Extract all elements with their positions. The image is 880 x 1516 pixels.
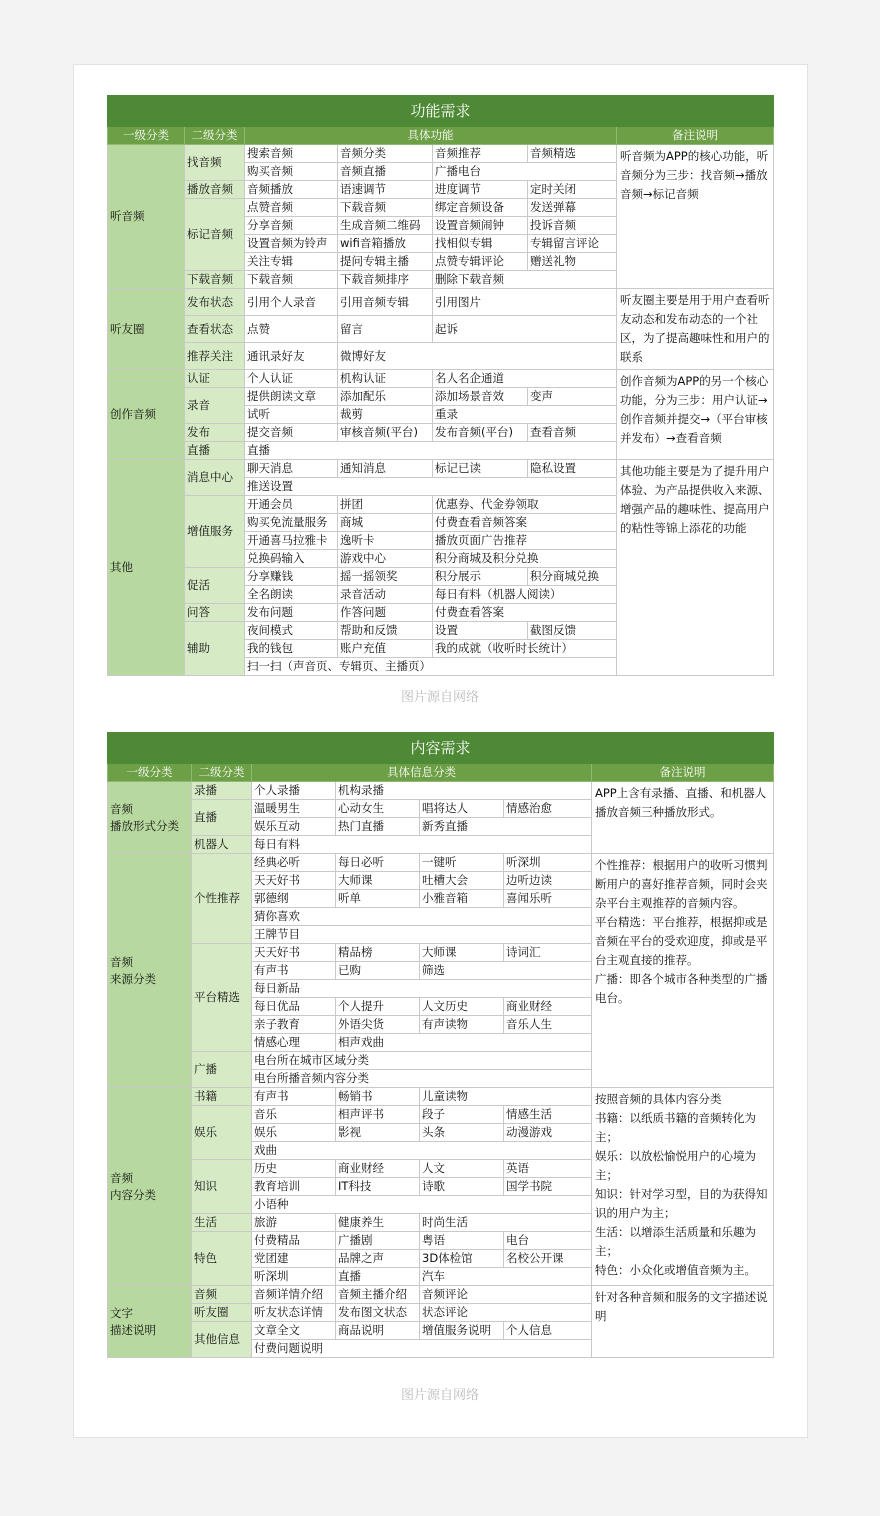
feature-cell: 边听边读	[504, 872, 592, 890]
feature-cell: 情感心理	[252, 1034, 336, 1052]
feature-cell: 优惠券、代金券领取	[433, 496, 617, 514]
feature-cell: 点赞	[245, 316, 338, 343]
category-level-2: 听友圈	[192, 1304, 252, 1322]
note-cell: 其他功能主要是为了提升用户体验、为产品提供收入来源、增强产品的趣味性、提高用户的粘性等锦上添花的功能	[617, 460, 774, 676]
feature-cell: 录音活动	[338, 586, 433, 604]
feature-cell: 商业财经	[336, 1160, 420, 1178]
feature-cell: 添加配乐	[338, 388, 433, 406]
feature-cell: 积分商城及积分兑换	[433, 550, 617, 568]
category-level-2: 娱乐	[192, 1106, 252, 1160]
feature-cell: 机构录播	[336, 782, 592, 800]
feature-cell: 段子	[420, 1106, 504, 1124]
feature-cell: 诗词汇	[504, 944, 592, 962]
feature-cell: 天天好书	[252, 944, 336, 962]
feature-cell: IT科技	[336, 1178, 420, 1196]
feature-cell: 郭德纲	[252, 890, 336, 908]
feature-cell: 发布图文状态	[336, 1304, 420, 1322]
feature-cell: 影视	[336, 1124, 420, 1142]
feature-cell: 名校公开课	[504, 1250, 592, 1268]
category-level-2: 个性推荐	[192, 854, 252, 944]
feature-cell: 发布问题	[245, 604, 338, 622]
table-row	[108, 1088, 774, 1106]
feature-cell: 开通喜马拉雅卡	[245, 532, 338, 550]
feature-cell: 付费查看音频答案	[433, 514, 617, 532]
feature-cell: 听友状态详情	[252, 1304, 336, 1322]
feature-cell: 逸听卡	[338, 532, 433, 550]
category-level-2: 机器人	[192, 836, 252, 854]
feature-cell: 个人认证	[245, 370, 338, 388]
feature-cell: 娱乐	[252, 1124, 336, 1142]
note-cell: 听友圈主要是用于用户查看听友动态和发布动态的一个社区，为了提高趣味性和用户的联系	[617, 289, 774, 370]
feature-cell: 设置音频为铃声	[245, 235, 338, 253]
feature-cell: 试听	[245, 406, 338, 424]
table-title: 功能需求	[108, 96, 774, 127]
category-level-2: 促活	[185, 568, 245, 604]
feature-cell: 3D体检馆	[420, 1250, 504, 1268]
feature-cell: 下载音频排序	[338, 271, 433, 289]
feature-cell: 文章全文	[252, 1322, 336, 1340]
feature-cell: 搜索音频	[245, 145, 338, 163]
feature-cell: 新秀直播	[420, 818, 592, 836]
feature-cell: 提问专辑主播	[338, 253, 433, 271]
feature-cell: 温暖男生	[252, 800, 336, 818]
feature-cell: 广播剧	[336, 1232, 420, 1250]
category-level-2: 生活	[192, 1214, 252, 1232]
feature-cell: 删除下载音频	[433, 271, 617, 289]
function-requirements-table	[107, 95, 774, 676]
feature-cell: 热门直播	[336, 818, 420, 836]
category-level-1: 音频 来源分类	[108, 854, 192, 1088]
feature-cell: 账户充值	[338, 640, 433, 658]
feature-cell: 音频评论	[420, 1286, 592, 1304]
note-cell: APP上含有录播、直播、和机器人播放音频三种播放形式。	[592, 782, 774, 854]
feature-cell: 拼团	[338, 496, 433, 514]
feature-cell: 国学书院	[504, 1178, 592, 1196]
feature-cell: 外语尖货	[336, 1016, 420, 1034]
feature-cell: 喜闻乐听	[504, 890, 592, 908]
feature-cell: 旅游	[252, 1214, 336, 1232]
category-level-2: 书籍	[192, 1088, 252, 1106]
feature-cell: 截图反馈	[528, 622, 617, 640]
feature-cell: 头条	[420, 1124, 504, 1142]
note-cell: 创作音频为APP的另一个核心功能，分为三步：用户认证→创作音频并提交→（平台审核并发布）→查看音频	[617, 370, 774, 460]
category-level-1: 音频 播放形式分类	[108, 782, 192, 854]
feature-cell: 经典必听	[252, 854, 336, 872]
feature-cell: 音频分类	[338, 145, 433, 163]
feature-cell: 历史	[252, 1160, 336, 1178]
note-cell: 针对各种音频和服务的文字描述说明	[592, 1286, 774, 1358]
feature-cell: 定时关闭	[528, 181, 617, 199]
category-level-2: 直播	[192, 800, 252, 836]
feature-cell: 聊天消息	[245, 460, 338, 478]
feature-cell: 娱乐互动	[252, 818, 336, 836]
feature-cell: 汽车	[420, 1268, 592, 1286]
feature-cell: 党团建	[252, 1250, 336, 1268]
feature-cell: 我的钱包	[245, 640, 338, 658]
feature-cell: 夜间模式	[245, 622, 338, 640]
feature-cell: 听深圳	[504, 854, 592, 872]
feature-cell: 微博好友	[338, 343, 617, 370]
feature-cell: 时尚生活	[420, 1214, 592, 1232]
feature-cell: 增值服务说明	[420, 1322, 504, 1340]
feature-cell: 听深圳	[252, 1268, 336, 1286]
category-level-2: 增值服务	[185, 496, 245, 568]
image-source-caption: 图片源自网络	[400, 1388, 479, 1403]
table-row	[108, 782, 774, 800]
feature-cell: 名人名企通道	[433, 370, 617, 388]
feature-cell: 每日必听	[336, 854, 420, 872]
feature-cell: 粤语	[420, 1232, 504, 1250]
category-level-2: 特色	[192, 1232, 252, 1286]
feature-cell: 已购	[336, 962, 420, 980]
category-level-1: 音频 内容分类	[108, 1088, 192, 1286]
category-level-2: 发布	[185, 424, 245, 442]
feature-cell: 音频直播	[338, 163, 433, 181]
feature-cell: 我的成就（收听时长统计）	[433, 640, 617, 658]
image-source-caption: 图片源自网络	[400, 690, 479, 705]
feature-cell: 全名朗读	[245, 586, 338, 604]
category-level-2: 录音	[185, 388, 245, 424]
feature-cell: 直播	[336, 1268, 420, 1286]
feature-cell: 投诉音频	[528, 217, 617, 235]
feature-cell: 隐私设置	[528, 460, 617, 478]
column-header: 一级分类	[108, 127, 185, 145]
category-level-2: 录播	[192, 782, 252, 800]
feature-cell: 个人提升	[336, 998, 420, 1016]
column-header: 二级分类	[192, 764, 252, 782]
feature-cell: 提交音频	[245, 424, 338, 442]
feature-cell: 相声戏曲	[336, 1034, 592, 1052]
category-level-2: 播放音频	[185, 181, 245, 199]
feature-cell: 商品说明	[336, 1322, 420, 1340]
feature-cell: 状态评论	[420, 1304, 592, 1322]
category-level-1: 文字 描述说明	[108, 1286, 192, 1358]
feature-cell: 留言	[338, 316, 433, 343]
feature-cell: 付费查看答案	[433, 604, 617, 622]
feature-cell: 大师课	[336, 872, 420, 890]
category-level-2: 下载音频	[185, 271, 245, 289]
feature-cell: 心动女生	[336, 800, 420, 818]
feature-cell: 电台所在城市区域分类	[252, 1052, 592, 1070]
feature-cell: 付费问题说明	[252, 1340, 592, 1358]
category-level-2: 其他信息	[192, 1322, 252, 1358]
category-level-2: 平台精选	[192, 944, 252, 1052]
feature-cell: 猜你喜欢	[252, 908, 592, 926]
feature-cell: 关注专辑	[245, 253, 338, 271]
category-level-2: 消息中心	[185, 460, 245, 496]
feature-cell: 积分展示	[433, 568, 528, 586]
table-row	[108, 145, 774, 163]
note-cell: 听音频为APP的核心功能，听音频分为三步：找音频→播放音频→标记音频	[617, 145, 774, 289]
feature-cell: 畅销书	[336, 1088, 420, 1106]
feature-cell: 积分商城兑换	[528, 568, 617, 586]
feature-cell: 吐槽大会	[420, 872, 504, 890]
feature-cell: 引用个人录音	[245, 289, 338, 316]
table-row	[108, 289, 774, 316]
feature-cell: 裁剪	[338, 406, 433, 424]
feature-cell: 音频播放	[245, 181, 338, 199]
feature-cell: 每日有料	[252, 836, 592, 854]
column-header: 备注说明	[592, 764, 774, 782]
table-row	[108, 370, 774, 388]
feature-cell: 起诉	[433, 316, 617, 343]
feature-cell: 标记已读	[433, 460, 528, 478]
feature-cell: 每日有料（机器人阅读）	[433, 586, 617, 604]
feature-cell: 大师课	[420, 944, 504, 962]
feature-cell: 兑换码输入	[245, 550, 338, 568]
feature-cell: 发送弹幕	[528, 199, 617, 217]
category-level-2: 知识	[192, 1160, 252, 1214]
category-level-2: 广播	[192, 1052, 252, 1088]
feature-cell: 点赞音频	[245, 199, 338, 217]
feature-cell: 购买音频	[245, 163, 338, 181]
feature-cell: 引用图片	[433, 289, 617, 316]
feature-cell: 添加场景音效	[433, 388, 528, 406]
column-header: 具体信息分类	[252, 764, 592, 782]
feature-cell: 相声评书	[336, 1106, 420, 1124]
feature-cell: 通知消息	[338, 460, 433, 478]
table-row	[108, 854, 774, 872]
feature-cell: 机构认证	[338, 370, 433, 388]
feature-cell: 音乐	[252, 1106, 336, 1124]
category-level-2: 问答	[185, 604, 245, 622]
note-cell: 按照音频的具体内容分类 书籍：以纸质书籍的音频转化为主； 娱乐：以放松愉悦用户的心境为主； 知识：针对学习型，目的为获得知识的用户为主； 生活：以增添生活质量和乐趣为主； 特色：小众化或增值音频为主。	[592, 1088, 774, 1286]
feature-cell: 筛选	[420, 962, 592, 980]
feature-cell: 商城	[338, 514, 433, 532]
feature-cell: 重录	[433, 406, 617, 424]
feature-cell: 直播	[245, 442, 617, 460]
feature-cell: 个人信息	[504, 1322, 592, 1340]
table-title: 内容需求	[108, 733, 774, 764]
feature-cell: 设置音频闹钟	[433, 217, 528, 235]
feature-cell: 通讯录好友	[245, 343, 338, 370]
feature-cell: 发布音频(平台)	[433, 424, 528, 442]
feature-cell: 儿童读物	[420, 1088, 592, 1106]
feature-cell: 王牌节目	[252, 926, 592, 944]
feature-cell: 音乐人生	[504, 1016, 592, 1034]
feature-cell: 天天好书	[252, 872, 336, 890]
feature-cell: 小语种	[252, 1196, 592, 1214]
feature-cell: 每日优品	[252, 998, 336, 1016]
feature-cell: 每日新品	[252, 980, 592, 998]
feature-cell: 进度调节	[433, 181, 528, 199]
feature-cell: 提供朗读文章	[245, 388, 338, 406]
feature-cell: 个人录播	[252, 782, 336, 800]
feature-cell: 分享赚钱	[245, 568, 338, 586]
feature-cell: 点赞专辑评论	[433, 253, 528, 271]
category-level-2: 音频	[192, 1286, 252, 1304]
category-level-2: 发布状态	[185, 289, 245, 316]
feature-cell: 音频推荐	[433, 145, 528, 163]
feature-cell: 健康养生	[336, 1214, 420, 1232]
feature-cell: 情感生活	[504, 1106, 592, 1124]
feature-cell: 开通会员	[245, 496, 338, 514]
feature-cell: 下载音频	[338, 199, 433, 217]
feature-cell: 有声读物	[420, 1016, 504, 1034]
feature-cell: 播放页面广告推荐	[433, 532, 617, 550]
feature-cell: 查看音频	[528, 424, 617, 442]
feature-cell: 英语	[504, 1160, 592, 1178]
column-header: 备注说明	[617, 127, 774, 145]
column-header: 一级分类	[108, 764, 192, 782]
feature-cell: 赠送礼物	[528, 253, 617, 271]
feature-cell: 品牌之声	[336, 1250, 420, 1268]
category-level-1: 听音频	[108, 145, 185, 289]
column-header: 具体功能	[245, 127, 617, 145]
feature-cell: 小雅音箱	[420, 890, 504, 908]
feature-cell: 购买免流量服务	[245, 514, 338, 532]
feature-cell: 扫一扫（声音页、专辑页、主播页）	[245, 658, 617, 676]
feature-cell: 精品榜	[336, 944, 420, 962]
category-level-1: 听友圈	[108, 289, 185, 370]
feature-cell: 音频主播介绍	[336, 1286, 420, 1304]
feature-cell: 分享音频	[245, 217, 338, 235]
feature-cell: 商业财经	[504, 998, 592, 1016]
feature-cell: 设置	[433, 622, 528, 640]
feature-cell: 推送设置	[245, 478, 617, 496]
feature-cell: 专辑留言评论	[528, 235, 617, 253]
feature-cell: 人文	[420, 1160, 504, 1178]
feature-cell: 广播电台	[433, 163, 617, 181]
feature-cell: 电台	[504, 1232, 592, 1250]
content-requirements-table	[107, 732, 774, 1358]
category-level-2: 查看状态	[185, 316, 245, 343]
category-level-1: 其他	[108, 460, 185, 676]
table-row	[108, 460, 774, 478]
feature-cell: 有声书	[252, 1088, 336, 1106]
feature-cell: 下载音频	[245, 271, 338, 289]
category-level-2: 认证	[185, 370, 245, 388]
feature-cell: 动漫游戏	[504, 1124, 592, 1142]
category-level-2: 找音频	[185, 145, 245, 181]
feature-cell: wifi音箱播放	[338, 235, 433, 253]
feature-cell: 变声	[528, 388, 617, 406]
feature-cell: 一键听	[420, 854, 504, 872]
table-row	[108, 1286, 774, 1304]
feature-cell: 摇一摇领奖	[338, 568, 433, 586]
feature-cell: 诗歌	[420, 1178, 504, 1196]
category-level-2: 推荐关注	[185, 343, 245, 370]
category-level-2: 直播	[185, 442, 245, 460]
category-level-2: 标记音频	[185, 199, 245, 271]
feature-cell: 引用音频专辑	[338, 289, 433, 316]
feature-cell: 帮助和反馈	[338, 622, 433, 640]
feature-cell: 亲子教育	[252, 1016, 336, 1034]
category-level-1: 创作音频	[108, 370, 185, 460]
feature-cell: 听单	[336, 890, 420, 908]
note-cell: 个性推荐：根据用户的收听习惯判断用户的喜好推荐音频，同时会夹杂平台主观推荐的音频内容。 平台精选：平台推荐，根据抑或是音频在平台的受欢迎度，抑或是平台主观直接的推荐。 广播：即各个城市各种类型的广播电台。	[592, 854, 774, 1088]
feature-cell: 生成音频二维码	[338, 217, 433, 235]
feature-cell: 情感治愈	[504, 800, 592, 818]
feature-cell: 游戏中心	[338, 550, 433, 568]
feature-cell: 电台所播音频内容分类	[252, 1070, 592, 1088]
feature-cell: 人文历史	[420, 998, 504, 1016]
feature-cell: 找相似专辑	[433, 235, 528, 253]
feature-cell: 教育培训	[252, 1178, 336, 1196]
feature-cell: 语速调节	[338, 181, 433, 199]
feature-cell: 作答问题	[338, 604, 433, 622]
column-header: 二级分类	[185, 127, 245, 145]
feature-cell: 绑定音频设备	[433, 199, 528, 217]
feature-cell: 唱将达人	[420, 800, 504, 818]
feature-cell: 戏曲	[252, 1142, 592, 1160]
feature-cell: 审核音频(平台)	[338, 424, 433, 442]
feature-cell: 付费精品	[252, 1232, 336, 1250]
feature-cell: 音频精选	[528, 145, 617, 163]
feature-cell: 有声书	[252, 962, 336, 980]
feature-cell: 音频详情介绍	[252, 1286, 336, 1304]
category-level-2: 辅助	[185, 622, 245, 676]
